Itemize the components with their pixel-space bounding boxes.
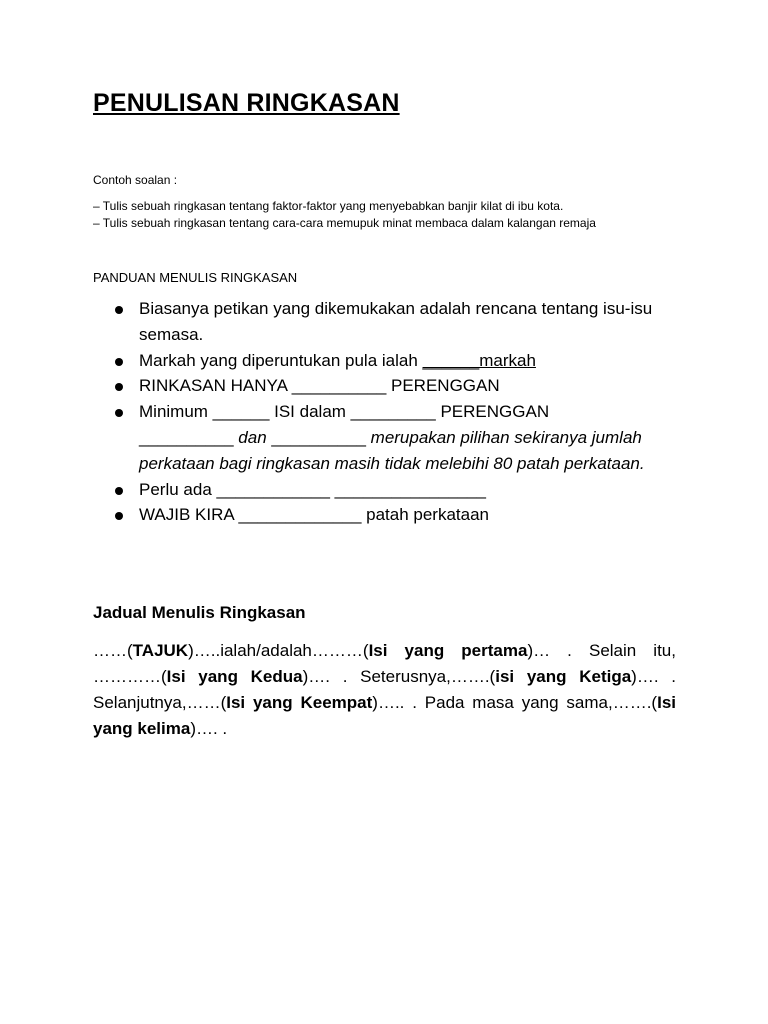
bullet-icon [115, 487, 123, 495]
panduan-list [108, 296, 668, 528]
jadual-text: )…. . Selanjutnya,……( [93, 667, 676, 712]
jadual-text: )… . Selain itu, …………( [93, 641, 676, 686]
contoh-soalan-label: Contoh soalan : [93, 173, 178, 187]
bullet-text: Biasanya petikan yang dikemukakan adalah rencana tentang isu-isu semasa. [139, 299, 653, 344]
dan-text: dan [238, 427, 267, 447]
question-2: – Tulis sebuah ringkasan tentang cara-cara memupuk minat membaca dalam kalangan remaja [93, 216, 596, 230]
blank-2: __________ [266, 427, 371, 447]
jadual-text: )…. . [190, 719, 228, 738]
list-item [108, 296, 668, 348]
bullet-text: Minimum ______ ISI dalam _________ PERENGGAN [139, 402, 550, 422]
page-title: PENULISAN RINGKASAN [93, 89, 400, 117]
jadual-text: )…. . Seterusnya,…….( [302, 667, 496, 686]
isi-1-bold: Isi yang pertama [368, 641, 528, 660]
list-item [108, 399, 668, 476]
list-item [108, 373, 668, 399]
panduan-heading: PANDUAN MENULIS RINGKASAN [93, 270, 298, 285]
bullet-icon [115, 306, 123, 314]
list-item [108, 502, 668, 528]
isi-5-bold: Isi yang kelima [93, 693, 676, 738]
tajuk-bold: TAJUK [132, 641, 189, 660]
list-item [108, 348, 668, 374]
isi-4-bold: Isi yang Keempat [226, 693, 373, 712]
jadual-text: )…..ialah/adalah………( [188, 641, 369, 660]
jadual-heading: Jadual Menulis Ringkasan [93, 603, 306, 622]
isi-3-bold: isi yang Ketiga [495, 667, 632, 686]
bullet-text: RINKASAN HANYA __________ PERENGGAN [139, 376, 500, 396]
blank-1: __________ [139, 427, 239, 447]
bullet-icon [115, 512, 123, 520]
jadual-paragraph [93, 638, 676, 742]
jadual-text: ……( [93, 641, 133, 660]
markah-blank: ______markah [422, 350, 536, 370]
question-1: – Tulis sebuah ringkasan tentang faktor-faktor yang menyebabkan banjir kilat di ibu kota. [93, 199, 564, 213]
list-item [108, 477, 668, 503]
isi-2-bold: Isi yang Kedua [166, 667, 303, 686]
jadual-text: )….. . Pada masa yang sama,…….( [372, 693, 658, 712]
italic-note: merupakan pilihan sekiranya jumlah perkataan bagi ringkasan masih tidak melebihi 80 patah perkataan. [139, 427, 645, 473]
bullet-text: Perlu ada ____________ ________________ [139, 479, 486, 499]
bullet-icon [115, 358, 123, 366]
bullet-text: Markah yang diperuntukan pula ialah [139, 350, 423, 370]
bullet-icon [115, 409, 123, 417]
bullet-icon [115, 383, 123, 391]
bullet-text: WAJIB KIRA _____________ patah perkataan [139, 505, 490, 525]
